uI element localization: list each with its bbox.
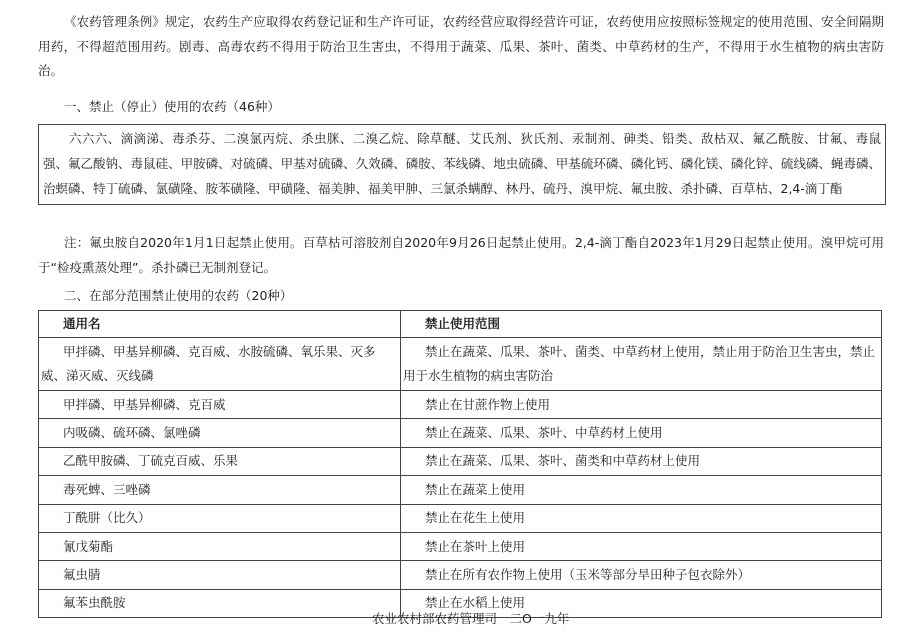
row-scope: 禁止在蔬菜、瓜果、茶叶、菌类、中草药材上使用，禁止用于防治卫生害虫，禁止用于水生植物的病虫害防治 [401, 338, 882, 391]
row-name: 内吸磷、硫环磷、氯唑磷 [39, 419, 401, 447]
table-row [39, 504, 882, 532]
row-name: 氟虫腈 [39, 561, 401, 589]
table-header-row [39, 311, 882, 338]
table-row [39, 338, 882, 391]
row-name: 乙酰甲胺磷、丁硫克百威、乐果 [39, 447, 401, 475]
table-row [39, 561, 882, 589]
row-scope: 禁止在所有农作物上使用（玉米等部分旱田种子包衣除外） [401, 561, 882, 589]
row-scope: 禁止在蔬菜上使用 [401, 476, 882, 504]
row-scope: 禁止在甘蔗作物上使用 [401, 391, 882, 419]
table-row [39, 447, 882, 475]
row-scope: 禁止在茶叶上使用 [401, 532, 882, 560]
row-name: 丁酰肼（比久） [39, 504, 401, 532]
table-row [39, 419, 882, 447]
section1-title: 一、禁止（停止）使用的农药（46种） [64, 99, 280, 114]
table-row [39, 391, 882, 419]
row-name: 毒死蜱、三唑磷 [39, 476, 401, 504]
row-scope: 禁止在蔬菜、瓜果、茶叶、中草药材上使用 [401, 419, 882, 447]
row-name: 甲拌磷、甲基异柳磷、克百威 [39, 391, 401, 419]
section2-title: 二、在部分范围禁止使用的农药（20种） [64, 288, 293, 303]
footer-signature: 农业农村部农药管理司 二O一九年 [372, 611, 570, 626]
banned-note: 注：氟虫胺自2020年1月1日起禁止使用。百草枯可溶胶剂自2020年9月26日起禁止使用。2,4-滴丁酯自2023年1月29日起禁止使用。溴甲烷可用于“检疫熏蒸处理”。杀扑磷已无制剂登记。 [38, 235, 884, 275]
restricted-pesticides-table [38, 310, 882, 618]
banned-pesticides-box: 六六六、滴滴涕、毒杀芬、二溴氯丙烷、杀虫脒、二溴乙烷、除草醚、艾氏剂、狄氏剂、汞制剂、砷类、铅类、敌枯双、氟乙酰胺、甘氟、毒鼠强、氟乙酸钠、毒鼠硅、甲胺磷、对硫磷、甲基对硫磷、久效磷、磷胺、苯线磷、地虫硫磷、甲基硫环磷、磷化钙、磷化镁、磷化锌、硫线磷、蝇毒磷、治螟磷、特丁硫磷、氯磺隆、胺苯磺隆、甲磺隆、福美胂、福美甲胂、三氯杀螨醇、林丹、硫丹、溴甲烷、氟虫胺、杀扑磷、百草枯、2,4-滴丁酯 [38, 124, 886, 205]
header-prohibited-scope: 禁止使用范围 [401, 311, 882, 338]
row-scope: 禁止在花生上使用 [401, 504, 882, 532]
intro-paragraph: 《农药管理条例》规定，农药生产应取得农药登记证和生产许可证，农药经营应取得经营许可证，农药使用应按照标签规定的使用范围、安全间隔期用药，不得超范围用药。剧毒、高毒农药不得用于防治卫生害虫，不得用于蔬菜、瓜果、茶叶、菌类、中草药材的生产，不得用于水生植物的病虫害防治。 [38, 14, 884, 78]
header-common-name: 通用名 [39, 311, 401, 338]
row-name: 氰戊菊酯 [39, 532, 401, 560]
table-row [39, 476, 882, 504]
table-row [39, 532, 882, 560]
row-scope: 禁止在蔬菜、瓜果、茶叶、菌类和中草药材上使用 [401, 447, 882, 475]
row-name: 氟苯虫酰胺 [39, 589, 401, 617]
row-name: 甲拌磷、甲基异柳磷、克百威、水胺硫磷、氧乐果、灭多威、涕灭威、灭线磷 [39, 338, 401, 391]
row-scope: 禁止在水稻上使用 [401, 589, 882, 617]
